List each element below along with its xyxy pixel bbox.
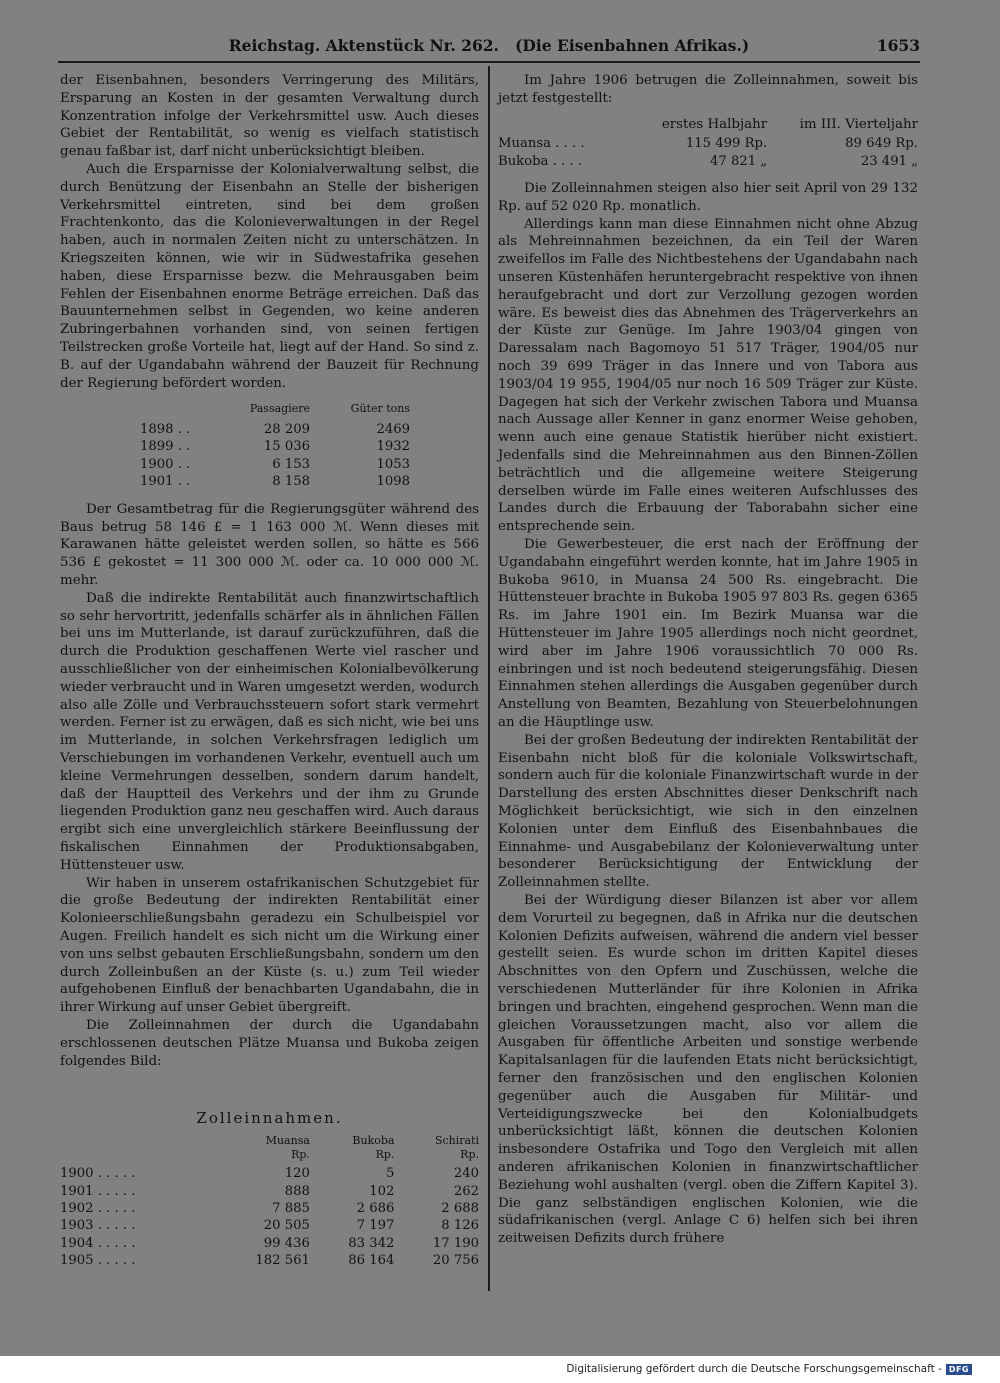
dfg-logo-icon: DFG [946,1364,972,1375]
table-cell: 1053 [376,456,410,472]
table-header-blank [140,400,200,421]
header-title [118,36,860,55]
table-cell-year: 1903 . . . . . [60,1218,136,1234]
table-cell: 8 126 [441,1218,479,1234]
table-row [60,1165,479,1182]
customs-table-title: Zolleinnahmen. [196,1109,343,1128]
table-row [140,438,410,456]
table-cell: 8 158 [272,474,310,490]
table-cell-year: 1901 . . . . . [60,1183,136,1199]
digitization-footer [566,1363,972,1375]
paragraph: Im Jahre 1906 betrugen die Zolleinnahmen, soweit bis jetzt festgestellt: [498,73,918,106]
table-cell: 2 686 [356,1200,395,1216]
table-header-goods: Güter tons [350,402,410,416]
railway-transport-table [140,400,410,491]
table-header-muansa: Muansa Rp. [265,1134,310,1162]
header-left-label: Reichstag. [228,35,321,55]
table-cell: 240 [453,1166,479,1182]
page-number: 1653 [876,35,920,55]
table-cell: 28 209 [263,421,310,437]
table-cell: 23 491 „ [860,153,918,169]
table-header-row [498,116,918,136]
table-cell: 7 885 [272,1200,310,1216]
table-cell: 2 688 [441,1200,479,1216]
table-cell: 89 649 Rp. [845,136,918,152]
customs-revenue-table [60,1134,479,1269]
table-header-schirati: Schirati Rp. [434,1134,479,1162]
table-cell-year: 1899 . . [140,439,191,455]
table-cell: 115 499 Rp. [685,136,768,152]
table-cell: 262 [453,1183,479,1199]
table-header-first-half: erstes Halbjahr [661,116,768,132]
table-cell-year: 1901 . . [140,474,191,490]
table-cell: 182 561 [255,1253,310,1269]
table-cell-place: Bukoba . . . . [498,153,582,169]
column-rule [488,66,490,1291]
table-cell-year: 1898 . . [140,421,191,437]
page-header [58,32,920,58]
table-row [140,473,410,491]
footer-text: Digitalisierung gefördert durch die Deutsche Forschungsgemeinschaft - [566,1363,942,1375]
customs-1906-table [498,116,918,171]
table-cell: 120 [284,1166,310,1182]
paragraph: Bei der großen Bedeutung der indirekten Rentabilität der Eisenbahn nicht bloß für die koloniale Volkswirtschaft, sondern auch für die koloniale Finanzwirtschaft wurde in der Darstellung des ersten Abschnittes dieser Denkschrift nach Möglichkeit berücksichtigt, wie sich in den einzelnen Kolonien unter dem Einfluß des Eisenbahnbaues die Einnahme- und Ausgabebilanz der Kolonieverwaltung unter besonderer Berücksichtigung der Entwicklung der Zolleinnahmen stellte. [498,732,918,891]
paragraph: Die Zolleinnahmen steigen also hier seit April von 29 132 Rp. auf 52 020 Rp. monatlich. [498,181,918,214]
table-row [498,135,918,153]
table-cell: 83 342 [348,1235,395,1251]
table-row [498,153,918,171]
table-row [60,1217,479,1234]
table-header-passengers: Passagiere [249,402,310,416]
table-cell: 102 [369,1183,395,1199]
left-column [60,72,479,1270]
paragraph: der Eisenbahnen, besonders Verringerung des Militärs, Ersparung an Kosten in der gesamten Verwaltung durch Konzentration infolge der Verkehrsmittel usw. Auch dieses Gebiet der Rentabilität, so wenig es vielfach statistisch genau faßbar ist, darf nicht unberücksichtigt bleiben. [60,73,479,160]
table-header-bukoba: Bukoba Rp. [352,1134,395,1162]
paragraph: Der Gesamtbetrag für die Regierungsgüter während des Baus betrug 58 146 £ = 1 163 000 ℳ. Wenn dieses mit Karawanen hätte geleistet werden sollen, so hätte es 566 536 £ gekostet = 11 300 000 ℳ. oder ca. 10 000 000 ℳ. mehr. [60,501,479,589]
table-cell-year: 1904 . . . . . [60,1235,136,1251]
table-cell: 5 [386,1166,395,1182]
table-cell: 20 756 [432,1253,479,1269]
table-cell: 86 164 [348,1253,395,1269]
table-row [60,1183,479,1200]
paragraph: Auch die Ersparnisse der Kolonialverwaltung selbst, die durch Benützung der Eisenbahn an Stelle der bisherigen Verkehrsmittel eintreten, sind bei dem großen Frachtenkonto, das die Kolonieverwaltungen in der Regel haben, auch in normalen Zeiten nicht zu unterschätzen. In Kriegszeiten können, wie wir in Südwestafrika gesehen haben, diese Ersparnisse bezw. die Mehrausgaben beim Fehlen der Eisenbahnen enorme Beträge erreichen. Daß das Bauunternehmen selbst in Gegenden, wo keine anderen Zubringerbahnen vorhanden sind, von seinen fertigen Teilstrecken große Vorteile hat, liegt auf der Hand. So sind z. B. auf der Ugandabahn während der Bauzeit für Rechnung der Regierung befördert worden. [60,161,479,391]
paragraph: Die Zolleinnahmen der durch die Ugandabahn erschlossenen deutschen Plätze Muansa und Bukoba zeigen folgendes Bild: [60,1017,479,1069]
table-header-third-quarter: im III. Vierteljahr [799,116,918,132]
paragraph: Die Gewerbesteuer, die erst nach der Eröffnung der Ugandabahn eingeführt werden konnte, hat im Jahre 1905 in Bukoba 9610, in Muansa 24 500 Rs. eingebracht. Die Hüttensteuer brachte in Bukoba 1905 97 803 Rs. gegen 6365 Rs. im Jahre 1901 ein. Im Bezirk Muansa war die Hüttensteuer im Jahre 1905 allerdings noch nicht geordnet, wird aber im Jahre 1906 voraussichtlich 70 000 Rs. einbringen und ist noch bedeutend steigerungsfähig. Diesen Einnahmen stehen allerdings die Ausgaben gegenüber durch Anstellung von Beamten, Bezahlung von Steuerbelohnungen an die Häuptlinge usw. [498,537,918,730]
table-cell-year: 1905 . . . . . [60,1253,136,1269]
table-cell-place: Muansa . . . . [498,136,585,152]
table-row [60,1235,479,1252]
table-cell: 15 036 [263,439,310,455]
paragraph: Allerdings kann man diese Einnahmen nicht ohne Abzug als Mehreinnahmen bezeichnen, da ein Teil der Waren zweifellos im Falle des Nichtbestehens der Ugandabahn nach unseren Küstenhäfen heruntergebracht respektive von ihnen heraufgebracht und dort zur Verzollung gezogen worden wäre. Es beweist dies das Abnehmen des Trägerverkehrs an der Küste zur Genüge. Im Jahre 1903/04 gingen von Daressalam nach Bagomoyo 51 517 Träger, 1904/05 nur noch 39 699 Träger in das Innere und von Tabora aus 1903/04 19 955, 1904/05 nur noch 16 509 Träger zur Küste. Dagegen hat sich der Verkehr zwischen Tabora und Muansa nach Aussage aller Kenner in ganz enormer Weise gehoben, wenn auch eine genaue Statistik hierüber nicht existiert. Jedenfalls sind die Mehreinnahmen aus den Binnen-Zöllen beträchtlich und die allgemeine weitere Steigerung derselben würde im Falle eines weiteren Aufschlusses des Landes durch die Erbauung der Taborabahn sicher eine entsprechende sein. [498,216,918,535]
paragraph: Daß die indirekte Rentabilität auch finanzwirtschaftlich so sehr hervortritt, jedenfalls schärfer als in ähnlichen Fällen bei uns im Mutterlande, ist darauf zurückzuführen, daß die durch die Produktion geschaffenen Werte viel rascher und ausschließlicher von der einheimischen Kolonialbevölkerung wieder verbraucht und in Waren umgesetzt werden, wodurch also alle Zölle und Verbrauchssteuern sofort stark vermehrt werden. Ferner ist zu erwägen, daß es sich nicht, wie bei uns im Mutterlande, in solchen Verkehrsfragen lediglich um Verschiebungen im vorhandenen Verkehr, eventuell auch um kleine Vermehrungen desselben, sondern darum handelt, daß der Hauptteil des Verkehrs und der ihm zu Grunde liegenden Produktion ganz neu geschaffen wird. Auch daraus ergibt sich eine unvergleichlich stärkere Beeinflussung der fiskalischen Einnahmen der Produktionsabgaben, Hüttensteuer usw. [60,590,479,873]
table-cell: 2469 [376,421,410,437]
table-cell: 47 821 „ [709,153,768,169]
table-row [60,1252,479,1269]
table-cell: 20 505 [263,1218,310,1234]
table-row [60,1200,479,1217]
table-cell: 888 [284,1183,310,1199]
table-header-row [60,1134,479,1165]
table-row [140,456,410,474]
table-cell: 99 436 [263,1235,310,1251]
table-cell-year: 1902 . . . . . [60,1200,136,1216]
paragraph: Wir haben in unserem ostafrikanischen Schutzgebiet für die große Bedeutung der indirekten Rentabilität einer Kolonieerschließungsbahn geradezu ein Schulbeispiel vor Augen. Freilich handelt es sich nicht um die Wirkung einer von uns selbst gebauten Erschließungsbahn, sondern um den durch Zolleinbußen an der Küste (s. u.) zum Teil wieder aufgehobenen Einfluß der benachbarten Ugandabahn, die in ihrer Wirkung auf unser Gebiet übergreift. [60,875,479,1016]
table-header-blank [498,116,633,136]
paragraph: Bei der Würdigung dieser Bilanzen ist aber vor allem dem Vorurteil zu begegnen, daß in Afrika nur die deutschen Kolonien Defizits aufweisen, während die andern viel besser gestellt seien. Es wurde schon im dritten Kapitel dieses Abschnittes von den Opfern und Zuschüssen, welche die verschiedenen Mutterländer für ihre Kolonien in Afrika bringen und brachten, eingehend gesprochen. Wenn man die gleichen Voraussetzungen macht, also vor allem die Ausgaben für öffentliche Arbeiten und sonstige werbende Kapitalsanlagen für die laufenden Etats nicht berücksichtigt, ferner den französischen und den englischen Kolonien gegenüber auch die Ausgaben für Militär- und Verteidigungszwecke bei den Kolonialbudgets unberücksichtigt läßt, können die deutschen Kolonien insbesondere Ostafrika und Togo den Vergleich mit allen anderen afrikanischen Kolonien in finanzwirtschaftlicher Beziehung wohl aushalten (vergl. oben die Ziffern Kapitel 3). Die ganz selbständigen englischen Kolonien, wie die südafrikanischen (vergl. Anlage C 6) helfen sich bei ihren zeitweisen Defizits durch frühere [498,892,918,1247]
table-cell: 1098 [376,474,410,490]
right-column [498,72,918,1248]
table-cell: 17 190 [432,1235,479,1251]
table-row [140,421,410,439]
table-cell: 1932 [376,439,410,455]
table-cell: 7 197 [356,1218,395,1234]
table-cell: 6 153 [272,456,310,472]
header-rule [58,61,920,63]
table-cell-year: 1900 . . [140,456,191,472]
table-header-blank [60,1134,210,1165]
header-center-label: Aktenstück Nr. 262. (Die Eisenbahnen Afrikas.) [325,35,750,55]
table-cell-year: 1900 . . . . . [60,1166,136,1182]
table-header-row [140,400,410,421]
